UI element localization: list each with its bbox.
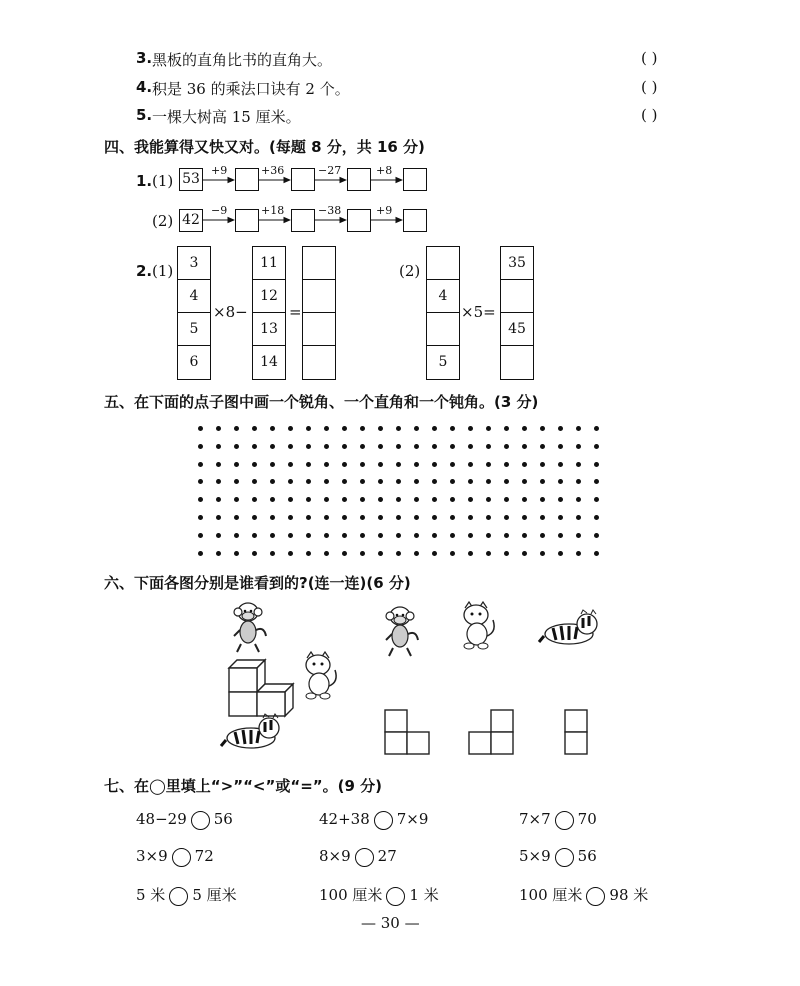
tiger-icon bbox=[539, 610, 597, 644]
cat-icon bbox=[464, 602, 494, 649]
grid-dot[interactable] bbox=[576, 462, 581, 467]
grid-dot[interactable] bbox=[432, 444, 437, 449]
number-cell: 5 bbox=[438, 354, 448, 370]
grid-dot[interactable] bbox=[378, 497, 383, 502]
grid-dot[interactable] bbox=[432, 426, 437, 431]
grid-dot[interactable] bbox=[198, 462, 203, 467]
grid-dot[interactable] bbox=[198, 479, 203, 484]
grid-dot[interactable] bbox=[324, 462, 329, 467]
compare-right: 56 bbox=[577, 847, 597, 865]
number-cell[interactable] bbox=[501, 346, 533, 379]
grid-dot[interactable] bbox=[234, 497, 239, 502]
grid-dot[interactable] bbox=[396, 515, 401, 520]
grid-dot[interactable] bbox=[594, 444, 599, 449]
grid-dot[interactable] bbox=[504, 497, 509, 502]
grid-dot[interactable] bbox=[324, 426, 329, 431]
compare-item bbox=[136, 810, 233, 830]
compare-circle[interactable] bbox=[169, 887, 188, 906]
item-number: 4. bbox=[136, 78, 153, 96]
grid-dot[interactable] bbox=[522, 497, 527, 502]
grid-dot[interactable] bbox=[252, 444, 257, 449]
grid-dot[interactable] bbox=[234, 479, 239, 484]
grid-dot[interactable] bbox=[252, 479, 257, 484]
grid-dot[interactable] bbox=[252, 462, 257, 467]
compare-left: 5 米 bbox=[136, 886, 166, 904]
grid-dot[interactable] bbox=[324, 497, 329, 502]
grid-dot[interactable] bbox=[558, 462, 563, 467]
grid-dot[interactable] bbox=[342, 462, 347, 467]
number-cell: 14 bbox=[260, 354, 278, 370]
grid-dot[interactable] bbox=[324, 479, 329, 484]
grid-dot[interactable] bbox=[288, 533, 293, 538]
grid-dot[interactable] bbox=[342, 497, 347, 502]
compare-left: 3×9 bbox=[136, 847, 168, 865]
grid-dot[interactable] bbox=[234, 515, 239, 520]
grid-dot[interactable] bbox=[360, 551, 365, 556]
answer-cell[interactable] bbox=[303, 280, 335, 313]
compare-left: 8×9 bbox=[319, 847, 351, 865]
grid-dot[interactable] bbox=[486, 462, 491, 467]
grid-dot[interactable] bbox=[360, 462, 365, 467]
grid-dot[interactable] bbox=[432, 497, 437, 502]
compare-circle[interactable] bbox=[555, 811, 574, 830]
item-number: 3. bbox=[136, 49, 153, 67]
compare-right: 56 bbox=[213, 810, 233, 828]
grid-dot[interactable] bbox=[216, 479, 221, 484]
answer-cell[interactable] bbox=[303, 346, 335, 379]
grid-dot[interactable] bbox=[378, 533, 383, 538]
compare-item bbox=[319, 884, 439, 906]
number-cell: 13 bbox=[253, 313, 285, 346]
q1-label: 1. bbox=[136, 172, 153, 190]
grid-dot[interactable] bbox=[522, 479, 527, 484]
grid-dot[interactable] bbox=[540, 462, 545, 467]
grid-dot[interactable] bbox=[486, 426, 491, 431]
grid-dot[interactable] bbox=[540, 551, 545, 556]
compare-right: 5 厘米 bbox=[192, 886, 237, 904]
chain1-start-box: 53 bbox=[179, 168, 203, 191]
chain1-op2: +36 bbox=[261, 164, 285, 177]
number-cell[interactable] bbox=[427, 313, 459, 346]
grid-dot[interactable] bbox=[342, 444, 347, 449]
grid-dot[interactable] bbox=[396, 533, 401, 538]
answer-paren[interactable]: ( ) bbox=[641, 49, 658, 67]
grid-dot[interactable] bbox=[306, 426, 311, 431]
compare-left: 100 厘米 bbox=[519, 886, 583, 904]
grid-dot[interactable] bbox=[576, 533, 581, 538]
chain-arrows bbox=[0, 0, 800, 260]
grid-dot[interactable] bbox=[216, 426, 221, 431]
grid-dot[interactable] bbox=[288, 497, 293, 502]
part2-col2 bbox=[500, 246, 534, 380]
grid-dot[interactable] bbox=[324, 551, 329, 556]
grid-dot[interactable] bbox=[342, 533, 347, 538]
grid-dot[interactable] bbox=[468, 533, 473, 538]
compare-circle[interactable] bbox=[191, 811, 210, 830]
view-shape-1 bbox=[385, 710, 429, 754]
part1-sub: (1) bbox=[152, 262, 174, 280]
view-picture-area bbox=[215, 600, 605, 760]
chain2-answer-box[interactable] bbox=[403, 209, 427, 232]
grid-dot[interactable] bbox=[342, 515, 347, 520]
grid-dot[interactable] bbox=[450, 444, 455, 449]
grid-dot[interactable] bbox=[216, 497, 221, 502]
answer-paren[interactable]: ( ) bbox=[641, 106, 658, 124]
grid-dot[interactable] bbox=[594, 515, 599, 520]
grid-dot[interactable] bbox=[252, 551, 257, 556]
grid-dot[interactable] bbox=[414, 533, 419, 538]
grid-dot[interactable] bbox=[306, 497, 311, 502]
grid-dot[interactable] bbox=[468, 515, 473, 520]
compare-right: 1 米 bbox=[409, 886, 439, 904]
grid-dot[interactable] bbox=[414, 426, 419, 431]
page-number: — 30 — bbox=[361, 914, 420, 932]
part1-operator: ×8− bbox=[213, 303, 248, 321]
compare-left: 100 厘米 bbox=[319, 886, 383, 904]
grid-dot[interactable] bbox=[576, 497, 581, 502]
grid-dot[interactable] bbox=[270, 515, 275, 520]
grid-dot[interactable] bbox=[378, 426, 383, 431]
grid-dot[interactable] bbox=[306, 444, 311, 449]
grid-dot[interactable] bbox=[198, 426, 203, 431]
grid-dot[interactable] bbox=[216, 533, 221, 538]
grid-dot[interactable] bbox=[504, 515, 509, 520]
grid-dot[interactable] bbox=[234, 444, 239, 449]
grid-dot[interactable] bbox=[558, 551, 563, 556]
number-cell: 6 bbox=[189, 354, 199, 370]
chain2-op1: −9 bbox=[211, 204, 228, 217]
grid-dot[interactable] bbox=[378, 479, 383, 484]
grid-dot[interactable] bbox=[216, 444, 221, 449]
dot-grid[interactable] bbox=[190, 418, 605, 558]
grid-dot[interactable] bbox=[360, 426, 365, 431]
grid-dot[interactable] bbox=[540, 479, 545, 484]
grid-dot[interactable] bbox=[468, 462, 473, 467]
compare-item bbox=[136, 847, 214, 867]
grid-dot[interactable] bbox=[360, 515, 365, 520]
grid-dot[interactable] bbox=[378, 551, 383, 556]
grid-dot[interactable] bbox=[522, 444, 527, 449]
grid-dot[interactable] bbox=[576, 551, 581, 556]
grid-dot[interactable] bbox=[594, 426, 599, 431]
grid-dot[interactable] bbox=[234, 426, 239, 431]
grid-dot[interactable] bbox=[504, 426, 509, 431]
chain1-answer-box[interactable] bbox=[291, 168, 315, 191]
number-cell: 35 bbox=[501, 247, 533, 280]
compare-circle[interactable] bbox=[172, 848, 191, 867]
number-cell: 45 bbox=[501, 313, 533, 346]
grid-dot[interactable] bbox=[342, 426, 347, 431]
chain2-op4: +9 bbox=[376, 204, 393, 217]
grid-dot[interactable] bbox=[504, 479, 509, 484]
grid-dot[interactable] bbox=[252, 497, 257, 502]
number-cell[interactable] bbox=[501, 280, 533, 313]
compare-circle[interactable] bbox=[355, 848, 374, 867]
grid-dot[interactable] bbox=[270, 426, 275, 431]
compare-item bbox=[519, 884, 648, 906]
grid-dot[interactable] bbox=[216, 462, 221, 467]
grid-dot[interactable] bbox=[450, 497, 455, 502]
chain2-answer-box[interactable] bbox=[291, 209, 315, 232]
grid-dot[interactable] bbox=[414, 497, 419, 502]
compare-item bbox=[519, 810, 597, 830]
number-cell: 11 bbox=[253, 247, 285, 280]
item-number: 5. bbox=[136, 106, 153, 124]
view-shape-3 bbox=[565, 710, 587, 754]
chain1-answer-box[interactable] bbox=[235, 168, 259, 191]
chain1-op1: +9 bbox=[211, 164, 228, 177]
grid-dot[interactable] bbox=[216, 551, 221, 556]
grid-dot[interactable] bbox=[360, 533, 365, 538]
grid-dot[interactable] bbox=[486, 551, 491, 556]
grid-dot[interactable] bbox=[360, 497, 365, 502]
compare-circle[interactable] bbox=[586, 887, 605, 906]
grid-dot[interactable] bbox=[594, 479, 599, 484]
grid-dot[interactable] bbox=[198, 444, 203, 449]
section7-title: 七、在◯里填上“>”“<”或“=”。(9 分) bbox=[104, 777, 383, 795]
grid-dot[interactable] bbox=[432, 551, 437, 556]
grid-dot[interactable] bbox=[378, 515, 383, 520]
grid-dot[interactable] bbox=[342, 479, 347, 484]
grid-dot[interactable] bbox=[450, 426, 455, 431]
compare-left: 48−29 bbox=[136, 810, 187, 828]
chain2-op3: −38 bbox=[318, 204, 342, 217]
number-cell: 4 bbox=[427, 280, 459, 313]
part1-equals: = bbox=[289, 303, 302, 321]
grid-dot[interactable] bbox=[432, 479, 437, 484]
compare-left: 5×9 bbox=[519, 847, 551, 865]
grid-dot[interactable] bbox=[234, 533, 239, 538]
grid-dot[interactable] bbox=[306, 479, 311, 484]
compare-circle[interactable] bbox=[555, 848, 574, 867]
grid-dot[interactable] bbox=[198, 497, 203, 502]
grid-dot[interactable] bbox=[342, 551, 347, 556]
grid-dot[interactable] bbox=[198, 515, 203, 520]
grid-dot[interactable] bbox=[252, 515, 257, 520]
answer-cell[interactable] bbox=[303, 313, 335, 346]
grid-dot[interactable] bbox=[270, 462, 275, 467]
grid-dot[interactable] bbox=[270, 533, 275, 538]
number-cell: 12 bbox=[253, 280, 285, 313]
grid-dot[interactable] bbox=[252, 533, 257, 538]
chain2-start-box: 42 bbox=[179, 209, 203, 232]
grid-dot[interactable] bbox=[594, 497, 599, 502]
number-cell: 5 bbox=[178, 313, 210, 346]
grid-dot[interactable] bbox=[414, 444, 419, 449]
compare-circle[interactable] bbox=[386, 887, 405, 906]
grid-dot[interactable] bbox=[432, 462, 437, 467]
number-cell[interactable] bbox=[427, 247, 459, 280]
cat-icon bbox=[306, 652, 336, 699]
answer-paren[interactable]: ( ) bbox=[641, 78, 658, 96]
grid-dot[interactable] bbox=[288, 479, 293, 484]
grid-dot[interactable] bbox=[486, 444, 491, 449]
item-text: 黑板的直角比书的直角大。 bbox=[152, 51, 333, 69]
q2-label: 2. bbox=[136, 262, 153, 280]
grid-dot[interactable] bbox=[216, 515, 221, 520]
grid-dot[interactable] bbox=[306, 533, 311, 538]
grid-dot[interactable] bbox=[396, 551, 401, 556]
grid-dot[interactable] bbox=[360, 444, 365, 449]
compare-item bbox=[136, 884, 237, 906]
grid-dot[interactable] bbox=[594, 533, 599, 538]
grid-dot[interactable] bbox=[288, 551, 293, 556]
grid-dot[interactable] bbox=[396, 462, 401, 467]
grid-dot[interactable] bbox=[288, 515, 293, 520]
grid-dot[interactable] bbox=[450, 551, 455, 556]
part1-answer-col bbox=[302, 246, 336, 380]
grid-dot[interactable] bbox=[432, 533, 437, 538]
number-cell: 4 bbox=[178, 280, 210, 313]
grid-dot[interactable] bbox=[576, 426, 581, 431]
compare-item bbox=[319, 810, 428, 830]
chain1-op4: +8 bbox=[376, 164, 393, 177]
grid-dot[interactable] bbox=[450, 533, 455, 538]
item-text: 积是 36 的乘法口诀有 2 个。 bbox=[152, 80, 350, 98]
chain2-op2: +18 bbox=[261, 204, 285, 217]
grid-dot[interactable] bbox=[522, 426, 527, 431]
view-shape-2 bbox=[469, 710, 513, 754]
number-cell: 3 bbox=[178, 247, 210, 280]
grid-dot[interactable] bbox=[594, 462, 599, 467]
grid-dot[interactable] bbox=[414, 515, 419, 520]
grid-dot[interactable] bbox=[486, 497, 491, 502]
grid-dot[interactable] bbox=[288, 462, 293, 467]
grid-dot[interactable] bbox=[468, 426, 473, 431]
grid-dot[interactable] bbox=[198, 551, 203, 556]
grid-dot[interactable] bbox=[486, 515, 491, 520]
grid-dot[interactable] bbox=[504, 444, 509, 449]
grid-dot[interactable] bbox=[450, 515, 455, 520]
grid-dot[interactable] bbox=[504, 462, 509, 467]
grid-dot[interactable] bbox=[234, 551, 239, 556]
chain2-answer-box[interactable] bbox=[347, 209, 371, 232]
part2-operator: ×5= bbox=[461, 303, 496, 321]
compare-left: 42+38 bbox=[319, 810, 370, 828]
grid-dot[interactable] bbox=[468, 479, 473, 484]
grid-dot[interactable] bbox=[468, 551, 473, 556]
grid-dot[interactable] bbox=[270, 444, 275, 449]
grid-dot[interactable] bbox=[450, 462, 455, 467]
grid-dot[interactable] bbox=[414, 551, 419, 556]
compare-right: 27 bbox=[377, 847, 397, 865]
grid-dot[interactable] bbox=[432, 515, 437, 520]
grid-dot[interactable] bbox=[306, 551, 311, 556]
item-text: 一棵大树高 15 厘米。 bbox=[152, 108, 301, 126]
grid-dot[interactable] bbox=[576, 515, 581, 520]
grid-dot[interactable] bbox=[522, 462, 527, 467]
chain1-answer-box[interactable] bbox=[347, 168, 371, 191]
grid-dot[interactable] bbox=[540, 444, 545, 449]
chain2-answer-box[interactable] bbox=[235, 209, 259, 232]
grid-dot[interactable] bbox=[360, 479, 365, 484]
grid-dot[interactable] bbox=[396, 497, 401, 502]
grid-dot[interactable] bbox=[468, 497, 473, 502]
grid-dot[interactable] bbox=[558, 533, 563, 538]
grid-dot[interactable] bbox=[468, 444, 473, 449]
grid-dot[interactable] bbox=[576, 444, 581, 449]
grid-dot[interactable] bbox=[594, 551, 599, 556]
compare-left: 7×7 bbox=[519, 810, 551, 828]
compare-item bbox=[519, 847, 597, 867]
compare-right: 72 bbox=[194, 847, 214, 865]
chain1-sub: (1) bbox=[152, 172, 174, 190]
grid-dot[interactable] bbox=[504, 533, 509, 538]
grid-dot[interactable] bbox=[558, 497, 563, 502]
compare-right: 70 bbox=[577, 810, 597, 828]
section6-title: 六、下面各图分别是谁看到的?(连一连)(6 分) bbox=[104, 574, 411, 592]
grid-dot[interactable] bbox=[270, 497, 275, 502]
section5-title: 五、在下面的点子图中画一个锐角、一个直角和一个钝角。(3 分) bbox=[104, 393, 539, 411]
grid-dot[interactable] bbox=[306, 515, 311, 520]
grid-dot[interactable] bbox=[324, 533, 329, 538]
grid-dot[interactable] bbox=[270, 551, 275, 556]
grid-dot[interactable] bbox=[324, 515, 329, 520]
grid-dot[interactable] bbox=[576, 479, 581, 484]
grid-dot[interactable] bbox=[522, 533, 527, 538]
part2-col1 bbox=[426, 246, 460, 380]
compare-item bbox=[319, 847, 397, 867]
grid-dot[interactable] bbox=[378, 444, 383, 449]
monkey-icon bbox=[386, 607, 418, 656]
grid-dot[interactable] bbox=[504, 551, 509, 556]
grid-dot[interactable] bbox=[288, 444, 293, 449]
grid-dot[interactable] bbox=[414, 479, 419, 484]
grid-dot[interactable] bbox=[252, 426, 257, 431]
compare-right: 7×9 bbox=[396, 810, 429, 828]
grid-dot[interactable] bbox=[540, 515, 545, 520]
grid-dot[interactable] bbox=[396, 479, 401, 484]
chain2-sub: (2) bbox=[152, 212, 174, 230]
grid-dot[interactable] bbox=[522, 551, 527, 556]
monkey-icon bbox=[234, 603, 266, 652]
compare-circle[interactable] bbox=[374, 811, 393, 830]
grid-dot[interactable] bbox=[540, 497, 545, 502]
grid-dot[interactable] bbox=[198, 533, 203, 538]
grid-dot[interactable] bbox=[486, 479, 491, 484]
grid-dot[interactable] bbox=[558, 426, 563, 431]
part2-sub: (2) bbox=[399, 262, 421, 280]
grid-dot[interactable] bbox=[486, 533, 491, 538]
chain1-op3: −27 bbox=[318, 164, 342, 177]
grid-dot[interactable] bbox=[522, 515, 527, 520]
answer-cell[interactable] bbox=[303, 247, 335, 280]
grid-dot[interactable] bbox=[396, 444, 401, 449]
compare-right: 98 米 bbox=[609, 886, 649, 904]
grid-dot[interactable] bbox=[234, 462, 239, 467]
part1-col2 bbox=[252, 246, 286, 380]
grid-dot[interactable] bbox=[414, 462, 419, 467]
part1-col1 bbox=[177, 246, 211, 380]
tiger-icon bbox=[221, 714, 279, 748]
grid-dot[interactable] bbox=[396, 426, 401, 431]
grid-dot[interactable] bbox=[288, 426, 293, 431]
section4-title: 四、我能算得又快又对。(每题 8 分，共 16 分) bbox=[104, 138, 425, 156]
cube-stack-icon bbox=[229, 660, 293, 716]
grid-dot[interactable] bbox=[324, 444, 329, 449]
chain1-answer-box[interactable] bbox=[403, 168, 427, 191]
grid-dot[interactable] bbox=[558, 515, 563, 520]
grid-dot[interactable] bbox=[558, 479, 563, 484]
grid-dot[interactable] bbox=[378, 462, 383, 467]
grid-dot[interactable] bbox=[450, 479, 455, 484]
grid-dot[interactable] bbox=[558, 444, 563, 449]
grid-dot[interactable] bbox=[540, 426, 545, 431]
grid-dot[interactable] bbox=[306, 462, 311, 467]
grid-dot[interactable] bbox=[270, 479, 275, 484]
grid-dot[interactable] bbox=[540, 533, 545, 538]
